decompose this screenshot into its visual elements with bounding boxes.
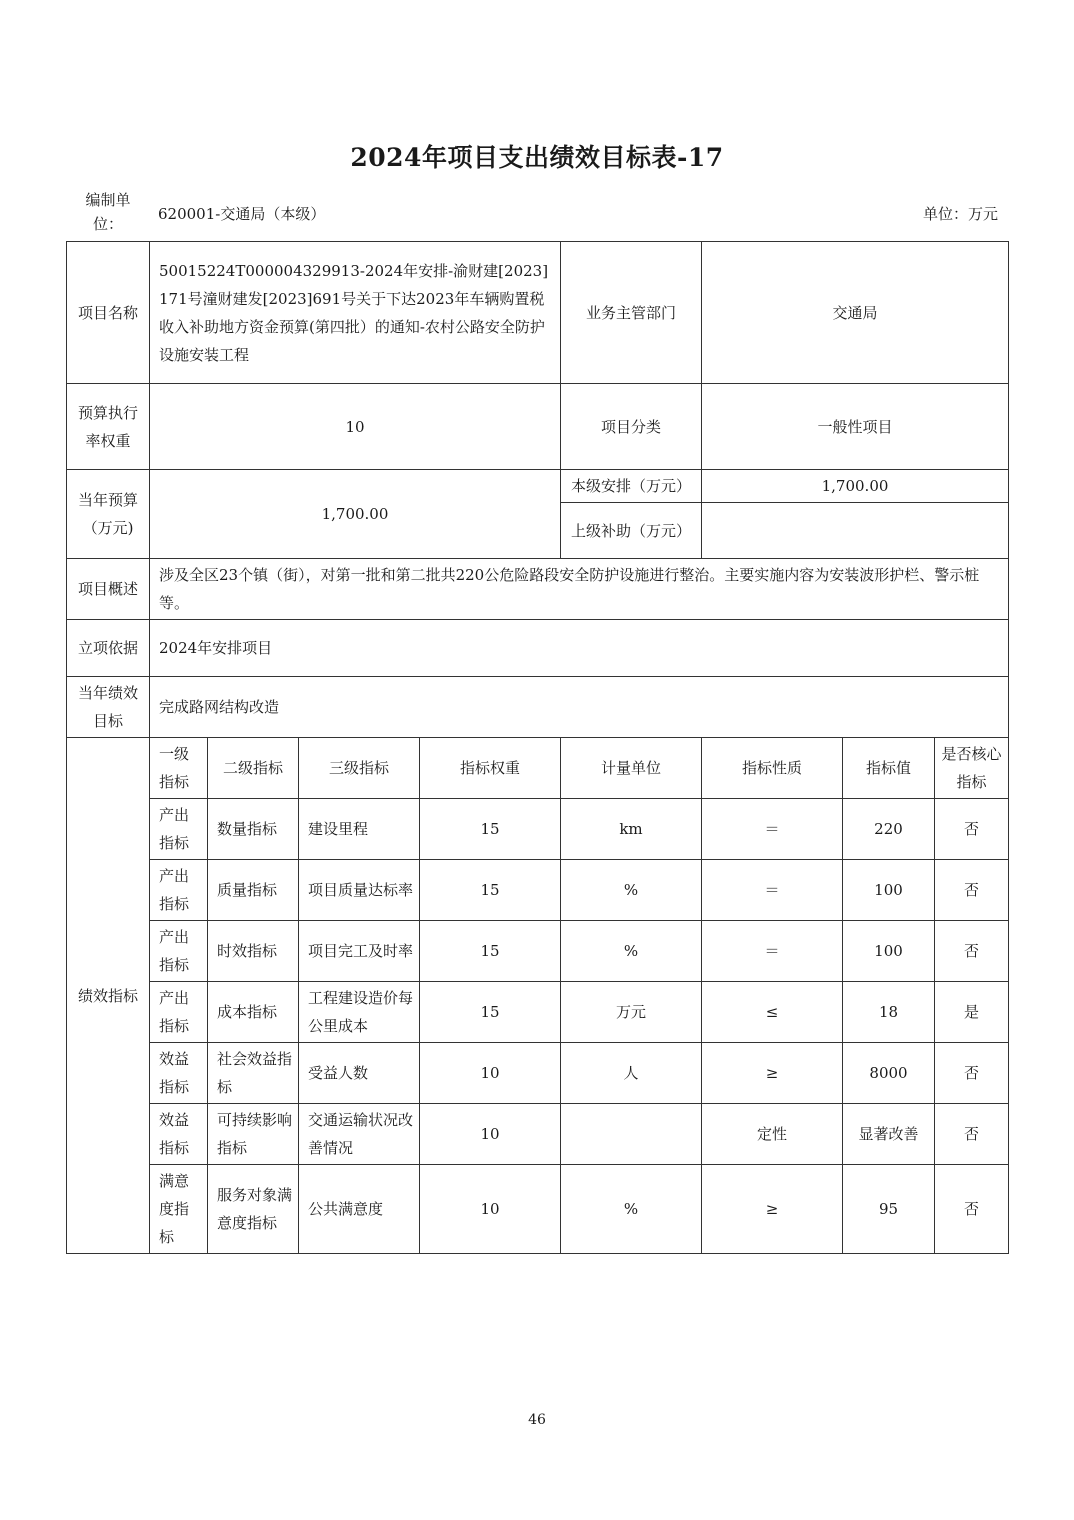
- header-value: 指标值: [843, 738, 935, 799]
- cell-value: 18: [843, 982, 935, 1043]
- cell-weight: 10: [420, 1165, 561, 1254]
- cell-nature: 定性: [702, 1104, 843, 1165]
- subsidy-value: [702, 503, 1009, 559]
- cell-level1: 效益指标: [150, 1104, 208, 1165]
- cell-core: 否: [935, 921, 1009, 982]
- overview-value: 涉及全区23个镇（街），对第一批和第二批共220公危险路段安全防护设施进行整治。主要实施内容为安装波形护栏、警示桩等。: [150, 559, 1009, 620]
- cell-level2: 数量指标: [208, 799, 299, 860]
- currency-label: 单位：万元: [922, 205, 998, 223]
- cell-level1: 产出指标: [150, 799, 208, 860]
- table-row: [67, 1043, 1009, 1104]
- cell-weight: 10: [420, 1043, 561, 1104]
- cell-weight: 15: [420, 799, 561, 860]
- cell-core: 否: [935, 860, 1009, 921]
- cell-core: 否: [935, 1165, 1009, 1254]
- overview-label: 项目概述: [67, 559, 150, 620]
- cell-unit: 万元: [561, 982, 702, 1043]
- header-level1: 一级指标: [150, 738, 208, 799]
- page-number: 46: [528, 1412, 546, 1428]
- cell-nature: ≥: [702, 1165, 843, 1254]
- project-name-value: 50015224T000004329913-2024年安排-渝财建[2023]171号潼财建发[2023]691号关于下达2023年车辆购置税收入补助地方资金预算(第四批）的通知-农村公路安全防护设施安装工程: [150, 242, 561, 384]
- cell-unit: [561, 1104, 702, 1165]
- basis-value: 2024年安排项目: [150, 620, 1009, 677]
- indicator-header-row: [67, 738, 1009, 799]
- cell-core: 否: [935, 1043, 1009, 1104]
- table-row: [67, 921, 1009, 982]
- table-row: [67, 1165, 1009, 1254]
- cell-level1: 产出指标: [150, 921, 208, 982]
- header-weight: 指标权重: [420, 738, 561, 799]
- cell-level2: 可持续影响指标: [208, 1104, 299, 1165]
- table-row: [67, 1104, 1009, 1165]
- cell-value: 8000: [843, 1043, 935, 1104]
- unit-value: 620001-交通局（本级）: [158, 205, 326, 223]
- cell-level2: 时效指标: [208, 921, 299, 982]
- cell-core: 否: [935, 1104, 1009, 1165]
- cell-level3: 工程建设造价每公里成本: [299, 982, 420, 1043]
- table-row: [67, 799, 1009, 860]
- performance-table: [66, 241, 1009, 1254]
- cell-value: 95: [843, 1165, 935, 1254]
- unit-label: 编制单位：: [85, 191, 131, 233]
- row-weight: [67, 384, 1009, 470]
- cell-nature: ＝: [702, 921, 843, 982]
- header-nature: 指标性质: [702, 738, 843, 799]
- cell-level1: 产出指标: [150, 982, 208, 1043]
- cell-unit: %: [561, 860, 702, 921]
- project-name-label: 项目名称: [67, 242, 150, 384]
- header-level3: 三级指标: [299, 738, 420, 799]
- category-value: 一般性项目: [702, 384, 1009, 470]
- weight-label: 预算执行率权重: [67, 384, 150, 470]
- cell-nature: ＝: [702, 860, 843, 921]
- row-basis: [67, 620, 1009, 677]
- cell-level3: 公共满意度: [299, 1165, 420, 1254]
- cell-nature: ≥: [702, 1043, 843, 1104]
- budget-label: 当年预算（万元): [67, 470, 150, 559]
- local-value: 1,700.00: [702, 470, 1009, 503]
- header-level2: 二级指标: [208, 738, 299, 799]
- cell-level2: 成本指标: [208, 982, 299, 1043]
- dept-value: 交通局: [702, 242, 1009, 384]
- cell-unit: %: [561, 1165, 702, 1254]
- cell-level2: 社会效益指标: [208, 1043, 299, 1104]
- header-core: 是否核心指标: [935, 738, 1009, 799]
- cell-unit: 人: [561, 1043, 702, 1104]
- cell-level3: 交通运输状况改善情况: [299, 1104, 420, 1165]
- cell-level3: 受益人数: [299, 1043, 420, 1104]
- cell-level2: 服务对象满意度指标: [208, 1165, 299, 1254]
- cell-level1: 满意度指标: [150, 1165, 208, 1254]
- table-row: [67, 982, 1009, 1043]
- cell-value: 100: [843, 860, 935, 921]
- cell-unit: km: [561, 799, 702, 860]
- cell-value: 显著改善: [843, 1104, 935, 1165]
- cell-core: 是: [935, 982, 1009, 1043]
- cell-weight: 10: [420, 1104, 561, 1165]
- budget-value: 1,700.00: [150, 470, 561, 559]
- cell-level2: 质量指标: [208, 860, 299, 921]
- cell-weight: 15: [420, 982, 561, 1043]
- cell-level3: 建设里程: [299, 799, 420, 860]
- cell-unit: %: [561, 921, 702, 982]
- weight-value: 10: [150, 384, 561, 470]
- cell-level3: 项目质量达标率: [299, 860, 420, 921]
- goal-label: 当年绩效目标: [67, 677, 150, 738]
- cell-level1: 效益指标: [150, 1043, 208, 1104]
- cell-nature: ≤: [702, 982, 843, 1043]
- dept-label: 业务主管部门: [561, 242, 702, 384]
- cell-nature: ＝: [702, 799, 843, 860]
- table-row: [67, 860, 1009, 921]
- row-project-name: [67, 242, 1009, 384]
- cell-value: 100: [843, 921, 935, 982]
- basis-label: 立项依据: [67, 620, 150, 677]
- cell-core: 否: [935, 799, 1009, 860]
- local-label: 本级安排（万元）: [561, 470, 702, 503]
- cell-value: 220: [843, 799, 935, 860]
- subsidy-label: 上级补助（万元）: [561, 503, 702, 559]
- header-unit: 计量单位: [561, 738, 702, 799]
- cell-weight: 15: [420, 921, 561, 982]
- row-goal: [67, 677, 1009, 738]
- category-label: 项目分类: [561, 384, 702, 470]
- cell-level3: 项目完工及时率: [299, 921, 420, 982]
- row-budget-local: [67, 470, 1009, 503]
- goal-value: 完成路网结构改造: [150, 677, 1009, 738]
- row-overview: [67, 559, 1009, 620]
- page-title: 2024年项目支出绩效目标表-17: [350, 143, 724, 172]
- cell-weight: 15: [420, 860, 561, 921]
- cell-level1: 产出指标: [150, 860, 208, 921]
- indicator-section-label: 绩效指标: [67, 738, 150, 1254]
